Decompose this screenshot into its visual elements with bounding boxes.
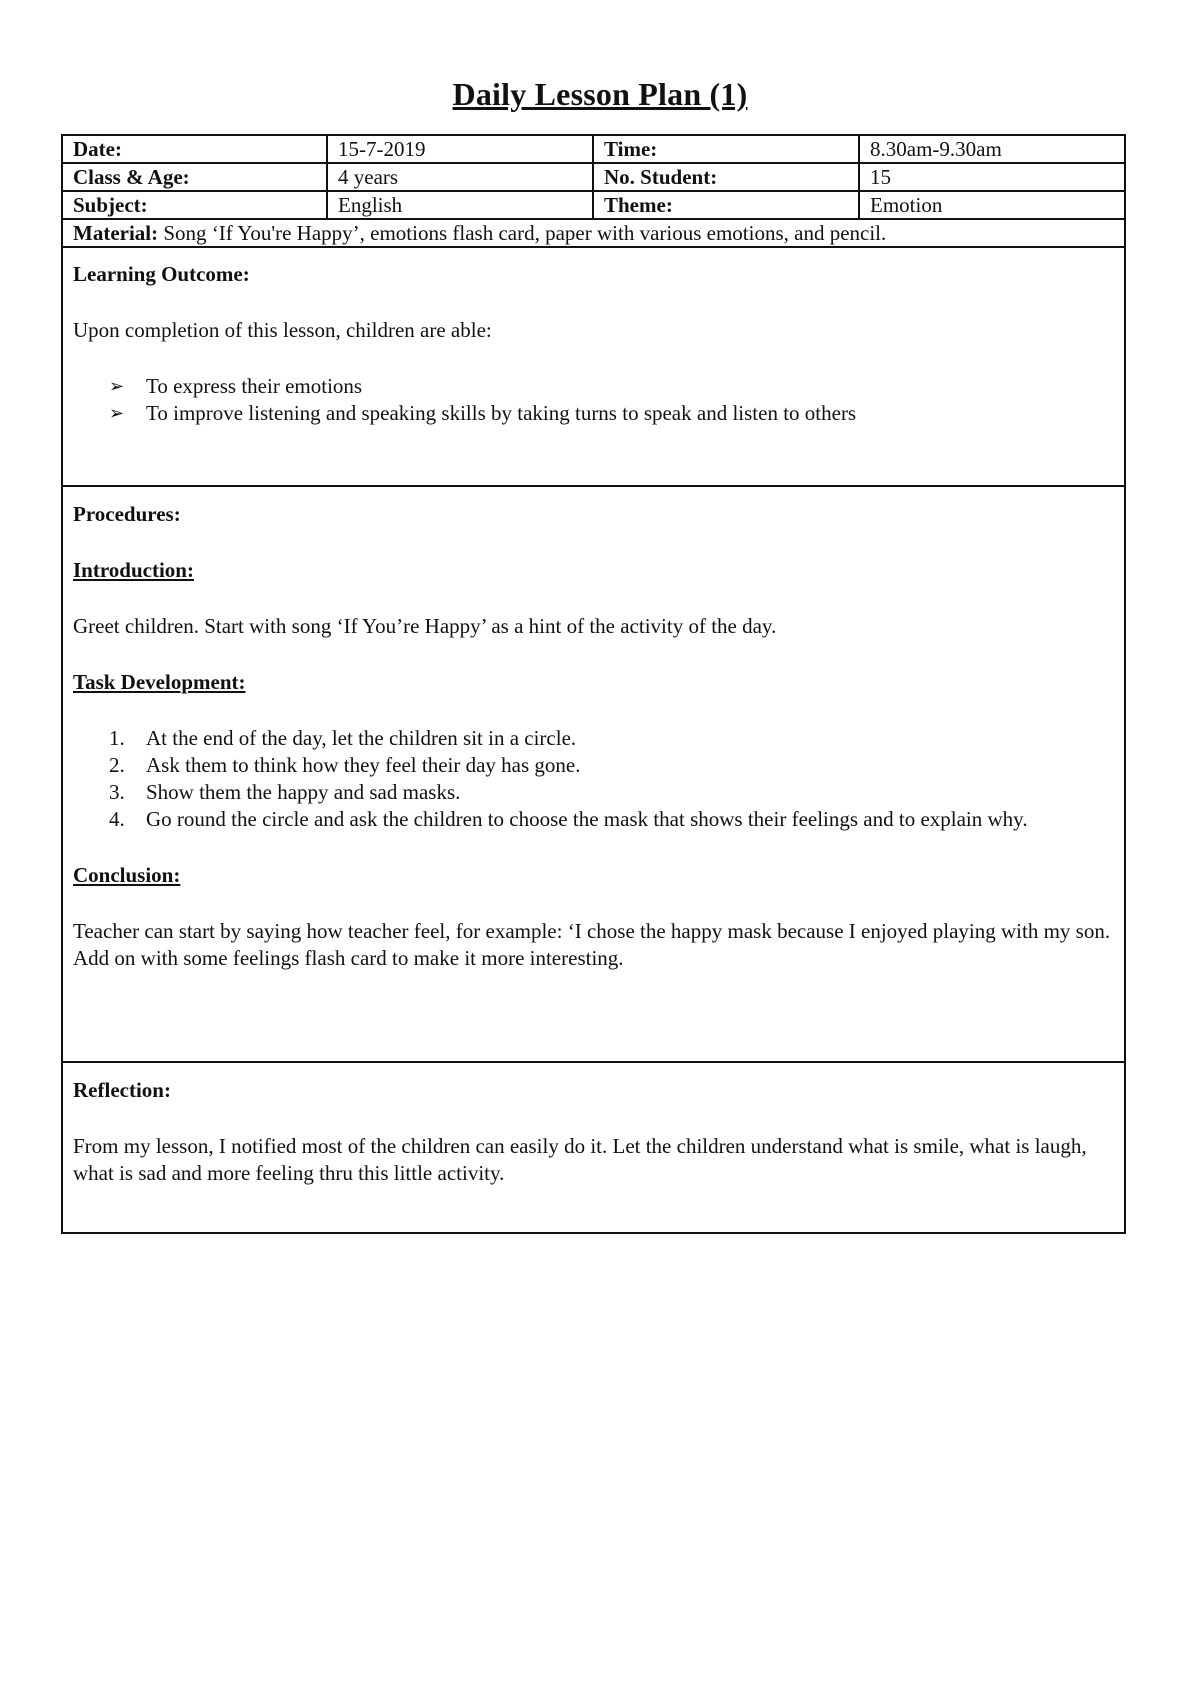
reflection-section [62,1062,1125,1233]
students-value: 15 [859,163,1125,191]
list-item: 1. At the end of the day, let the children sit in a circle. [109,726,577,750]
row-learning-outcome [62,247,1125,486]
task-steps-list [73,725,1114,833]
row-subject-theme [62,191,1125,219]
list-item: ➢ To improve listening and speaking skills by taking turns to speak and listen to others [109,401,857,425]
list-item: ➢ To express their emotions [109,374,363,398]
date-label: Date: [62,135,327,163]
row-material [62,219,1125,247]
time-label: Time: [593,135,859,163]
list-item: 4. Go round the circle and ask the children to choose the mask that shows their feelings and to explain why. [109,807,1028,831]
list-item: 2. Ask them to think how they feel their day has gone. [109,753,581,777]
page-title: Daily Lesson Plan (1) [452,76,748,112]
task-development-heading: Task Development: [73,670,246,694]
procedures-section [62,486,1125,1062]
arrow-bullet-icon: ➢ [109,403,125,423]
material-value: Song ‘If You're Happy’, emotions flash card, paper with various emotions, and pencil. [158,221,887,245]
material-label: Material: [73,221,159,245]
subject-value: English [327,191,593,219]
theme-label: Theme: [593,191,859,219]
time-value: 8.30am-9.30am [859,135,1125,163]
row-procedures [62,486,1125,1062]
learning-outcome-intro: Upon completion of this lesson, children are able: [73,318,492,342]
theme-value: Emotion [859,191,1125,219]
class-age-value: 4 years [327,163,593,191]
reflection-text: From my lesson, I notified most of the children can easily do it. Let the children understand what is smile, what is laugh, what is sad and more feeling thru this little activity. [73,1134,1087,1185]
reflection-heading: Reflection: [73,1078,171,1102]
introduction-text: Greet children. Start with song ‘If You’re Happy’ as a hint of the activity of the day. [73,614,777,638]
row-class-students [62,163,1125,191]
learning-outcome-list [73,373,1114,427]
learning-outcome-heading: Learning Outcome: [73,262,250,286]
conclusion-heading: Conclusion: [73,863,181,887]
conclusion-text: Teacher can start by saying how teacher feel, for example: ‘I chose the happy mask because I enjoyed playing with my son. Add on with some feelings flash card to make it more interesting. [73,919,1111,970]
students-label: No. Student: [593,163,859,191]
row-reflection [62,1062,1125,1233]
lesson-plan-table [61,134,1126,1234]
date-value: 15-7-2019 [327,135,593,163]
introduction-heading: Introduction: [73,558,194,582]
row-date-time [62,135,1125,163]
material-cell [62,219,1125,247]
arrow-bullet-icon: ➢ [109,376,125,396]
procedures-heading: Procedures: [73,502,181,526]
class-age-label: Class & Age: [62,163,327,191]
subject-label: Subject: [62,191,327,219]
list-item: 3. Show them the happy and sad masks. [109,780,461,804]
learning-outcome-section [62,247,1125,486]
